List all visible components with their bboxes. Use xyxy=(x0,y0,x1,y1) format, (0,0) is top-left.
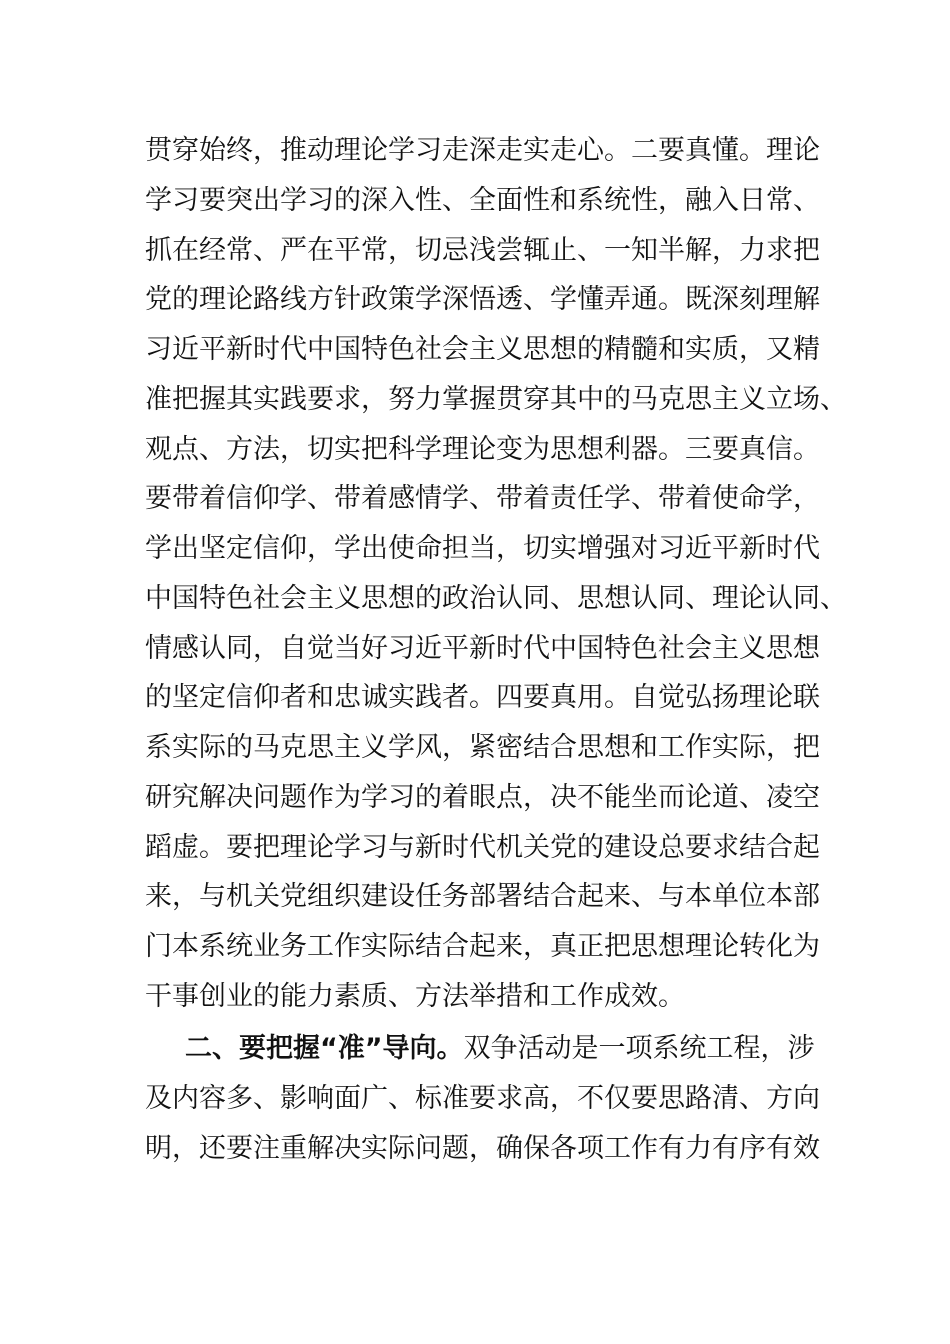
text-line: 的坚定信仰者和忠诚实践者。四要真用。自觉弘扬理论联 xyxy=(145,682,820,713)
text-line: 准把握其实践要求，努力掌握贯穿其中的马克思主义立场、 xyxy=(145,384,847,415)
text-line: 党的理论路线方针政策学深悟透、学懂弄通。既深刻理解 xyxy=(145,284,820,315)
text-line: 情感认同，自觉当好习近平新时代中国特色社会主义思想 xyxy=(145,633,820,664)
text-line: 抓在经常、严在平常，切忌浅尝辄止、一知半解，力求把 xyxy=(145,235,820,266)
text-line: 研究解决问题作为学习的着眼点，决不能坐而论道、凌空 xyxy=(145,782,820,813)
text-line: 系实际的马克思主义学风，紧密结合思想和工作实际，把 xyxy=(145,732,820,763)
section-text: 双争活动是一项系统工程，涉 xyxy=(463,1033,815,1064)
text-line: 来，与机关党组织建设任务部署结合起来、与本单位本部 xyxy=(145,881,820,912)
text-line: 学习要突出学习的深入性、全面性和系统性，融入日常、 xyxy=(145,185,820,216)
section-heading: 二、要把握“准”导向。 xyxy=(185,1033,464,1064)
text-line: 及内容多、影响面广、标准要求高，不仅要思路清、方向 xyxy=(145,1083,820,1114)
text-line: 观点、方法，切实把科学理论变为思想利器。三要真信。 xyxy=(145,434,820,465)
text-line xyxy=(185,1024,815,1074)
text-line: 贯穿始终，推动理论学习走深走实走心。二要真懂。理论 xyxy=(145,135,820,166)
text-line: 明，还要注重解决实际问题，确保各项工作有力有序有效 xyxy=(145,1133,820,1164)
text-line: 中国特色社会主义思想的政治认同、思想认同、理论认同、 xyxy=(145,583,847,614)
text-line: 干事创业的能力素质、方法举措和工作成效。 xyxy=(145,981,685,1012)
text-line: 门本系统业务工作实际结合起来，真正把思想理论转化为 xyxy=(145,931,820,962)
text-line: 学出坚定信仰，学出使命担当，切实增强对习近平新时代 xyxy=(145,533,820,564)
text-line: 蹈虚。要把理论学习与新时代机关党的建设总要求结合起 xyxy=(145,832,820,863)
text-line: 要带着信仰学、带着感情学、带着责任学、带着使命学， xyxy=(145,483,820,514)
text-line: 习近平新时代中国特色社会主义思想的精髓和实质，又精 xyxy=(145,334,820,365)
